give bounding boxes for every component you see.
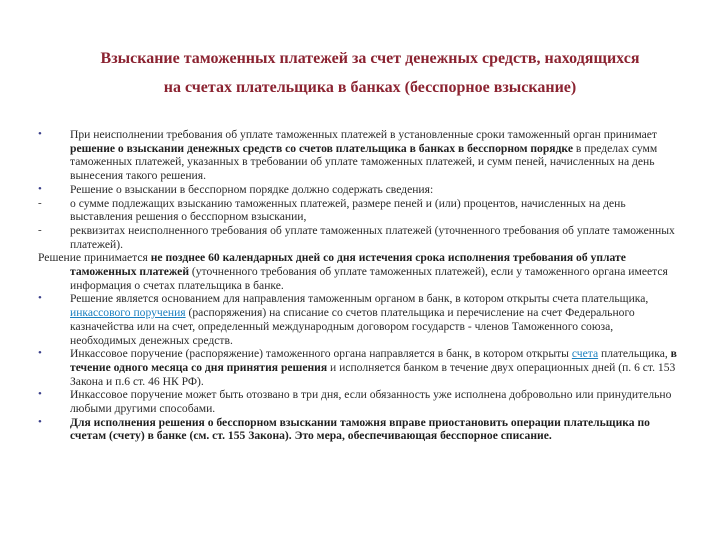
paragraph-7-tail: и исполняется банком в течение двух операционных дней (п. 6 ст. 153 Закона и п.6 ст. 46 НК РФ). [70,360,676,388]
paragraph-3 [38,197,682,224]
paragraph-5 [38,251,682,292]
paragraph-1-text: При неисполнении требования об уплате таможенных платежей в установленные сроки таможенный орган принимает [70,128,657,141]
dash-marker: - [38,223,42,236]
bullet-marker: • [38,347,42,360]
paragraph-1-tail: в пределах сумм таможенных платежей, указанных в требовании об уплате таможенных платежей, и сумм пеней, начисленных на день вынесения такого решения. [70,141,658,183]
paragraph-8 [38,388,682,415]
dash-marker: - [38,196,42,209]
paragraph-2 [38,183,682,197]
paragraph-7-text: Инкассовое поручение (распоряжение) таможенного органа направляется в банк, в котором открыты [70,347,572,361]
paragraph-9-bold: Для исполнения решения о бесспорном взыскании таможня вправе приостановить операции плательщика по счетам (счету) в банке (см. ст. 155 Закона). Это мера, обеспечивающая бесспорное списание. [70,415,650,443]
paragraph-6-text: Решение является основанием для направления таможенным органом в банк, в котором открыты счета плательщика, [70,292,649,306]
page-title [40,44,700,102]
paragraph-4-text: реквизитах неисполненного требования об уплате таможенных платежей (уточненного требования об уплате таможенных платежей). [70,223,675,251]
collection-order-link[interactable]: инкассового поручения [70,306,186,320]
paragraph-5-text: Решение принимается [38,251,151,265]
paragraph-6 [38,292,682,347]
body-content [38,128,682,443]
paragraph-5-tail: (уточненного требования об уплате таможенных платежей), если у таможенного органа имеется информация о счетах плательщика в банке. [70,265,668,292]
bullet-marker: • [38,292,42,305]
paragraph-1-bold: решение о взыскании денежных средств со счетов плательщика в банках в бесспорном порядке [70,141,573,155]
bullet-marker: • [38,128,42,140]
paragraph-4 [38,224,682,251]
paragraph-1 [38,128,682,183]
bullet-marker: • [38,388,42,401]
accounts-link[interactable]: счета [571,347,599,361]
paragraph-8-text: Инкассовое поручение может быть отозвано в три дня, если обязанность уже исполнена добровольно или принудительно любыми другими способами. [70,388,672,416]
paragraph-7 [38,347,682,388]
paragraph-6-tail: (распоряжения) на списание со счетов плательщика и перечисление на счет Федерального казначейства или на счет, определенный международным договором государств - членов Таможенного союза, необходимых денежных средств. [70,306,635,347]
paragraph-3-text: о сумме подлежащих взысканию таможенных платежей, размере пеней и (или) процентов, начисленных на день выставления решения о бесспорном взыскании, [70,196,626,224]
title-line-1: Взыскание таможенных платежей за счет денежных средств, находящихся [100,50,640,67]
title-line-2: на счетах плательщика в банках (бесспорное взыскание) [163,79,577,96]
paragraph-2-text: Решение о взыскании в бесспорном порядке должно содержать сведения: [70,182,434,196]
paragraph-9 [38,416,682,443]
paragraph-7-bold: в течение одного месяца со дня принятия решения [70,347,677,374]
paragraph-7-mid: плательщика, [598,347,671,361]
bullet-marker: • [38,415,42,428]
bullet-marker: • [38,182,42,195]
paragraph-5-bold: не позднее 60 календарных дней со дня истечения срока исполнения требования об уплате таможенных платежей [70,251,626,279]
